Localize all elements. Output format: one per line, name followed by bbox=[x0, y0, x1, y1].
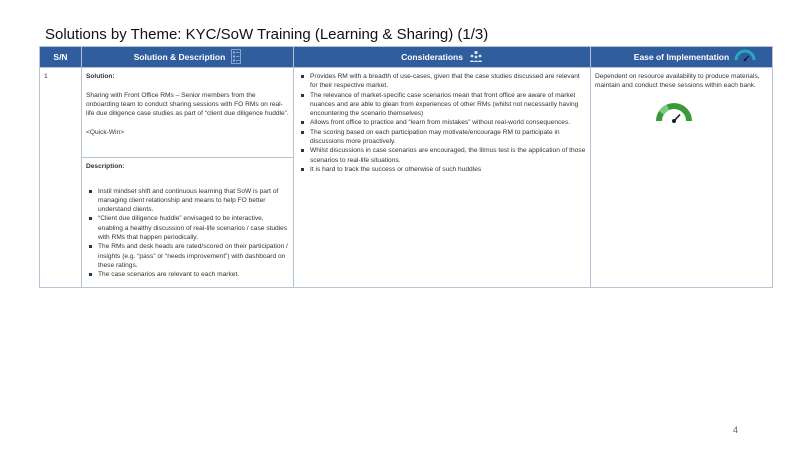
table-row bbox=[40, 68, 773, 158]
gauge-icon bbox=[655, 120, 693, 127]
description-list bbox=[86, 187, 289, 280]
header-sn: S/N bbox=[40, 47, 82, 68]
checklist-icon bbox=[231, 49, 241, 66]
header-considerations bbox=[294, 47, 591, 68]
list-item: “Client due diligence huddle” envisaged to be interactive, enabling a healthy discussion of real-life scenarios / case studies with RMs that happen periodically. bbox=[98, 215, 288, 242]
solution-text: Sharing with Front Office RMs – Senior members from the onboarding team to conduct sharing sessions with FO RMs on real-life due diligence case studies as part of “client due diligence huddle”. bbox=[86, 91, 289, 118]
gauge-icon bbox=[734, 48, 756, 66]
header-solution bbox=[82, 47, 294, 68]
sn-cell: 1 bbox=[40, 68, 82, 288]
solution-label: Solution: bbox=[86, 73, 115, 80]
description-label: Description: bbox=[86, 163, 125, 170]
list-item: The relevance of market-specific case scenarios mean that front office are aware of market nuances and are able to glean from experiences of other RMs (whilst not necessarily having encountering the scenario themselves) bbox=[310, 91, 586, 119]
page-number: 4 bbox=[733, 425, 739, 435]
list-item: Allows front office to practice and “learn from mistakes” without real-world consequences. bbox=[310, 118, 586, 127]
slide-title: Solutions by Theme: KYC/SoW Training (Learning & Sharing) (1/3) bbox=[45, 26, 489, 43]
list-item: Whilst discussions in case scenarios are encouraged, the litmus test is the application of those scenarios to real-life situations. bbox=[310, 147, 586, 164]
considerations-list bbox=[298, 72, 586, 174]
list-item: The RMs and desk heads are rated/scored on their participation / insights (e.g. “pass” or “needs improvement”) with dashboard on these ratings. bbox=[98, 243, 288, 269]
considerations-cell bbox=[294, 68, 591, 288]
header-considerations-label: Considerations bbox=[401, 52, 463, 62]
list-item: Provides RM with a breadth of use-cases, given that the case studies discussed are relevant for their respective market. bbox=[310, 72, 586, 91]
solution-cell bbox=[82, 68, 294, 158]
table-header-row bbox=[40, 47, 773, 68]
ease-text: Dependent on resource availability to produce materials, maintain and conduct these sessions within each bank. bbox=[595, 73, 760, 90]
people-discussion-icon bbox=[469, 50, 483, 64]
header-ease bbox=[591, 47, 773, 68]
solutions-table bbox=[39, 46, 773, 288]
ease-cell bbox=[591, 68, 773, 288]
list-item: The case scenarios are relevant to each market. bbox=[98, 270, 289, 279]
list-item: It is hard to track the success or otherwise of such huddles bbox=[310, 165, 586, 174]
header-ease-label: Ease of Implementation bbox=[633, 52, 730, 62]
description-cell bbox=[82, 158, 294, 288]
list-item: The scoring based on each participation may motivate/encourage RM to participate in discussions more proactively. bbox=[310, 128, 586, 147]
solution-tag: <Quick-Win> bbox=[86, 128, 125, 136]
list-item: Instil mindset shift and continuous learning that SoW is part of managing client relationship and means to help FO better understand clients. bbox=[98, 187, 289, 215]
header-solution-label: Solution & Description bbox=[133, 52, 226, 62]
